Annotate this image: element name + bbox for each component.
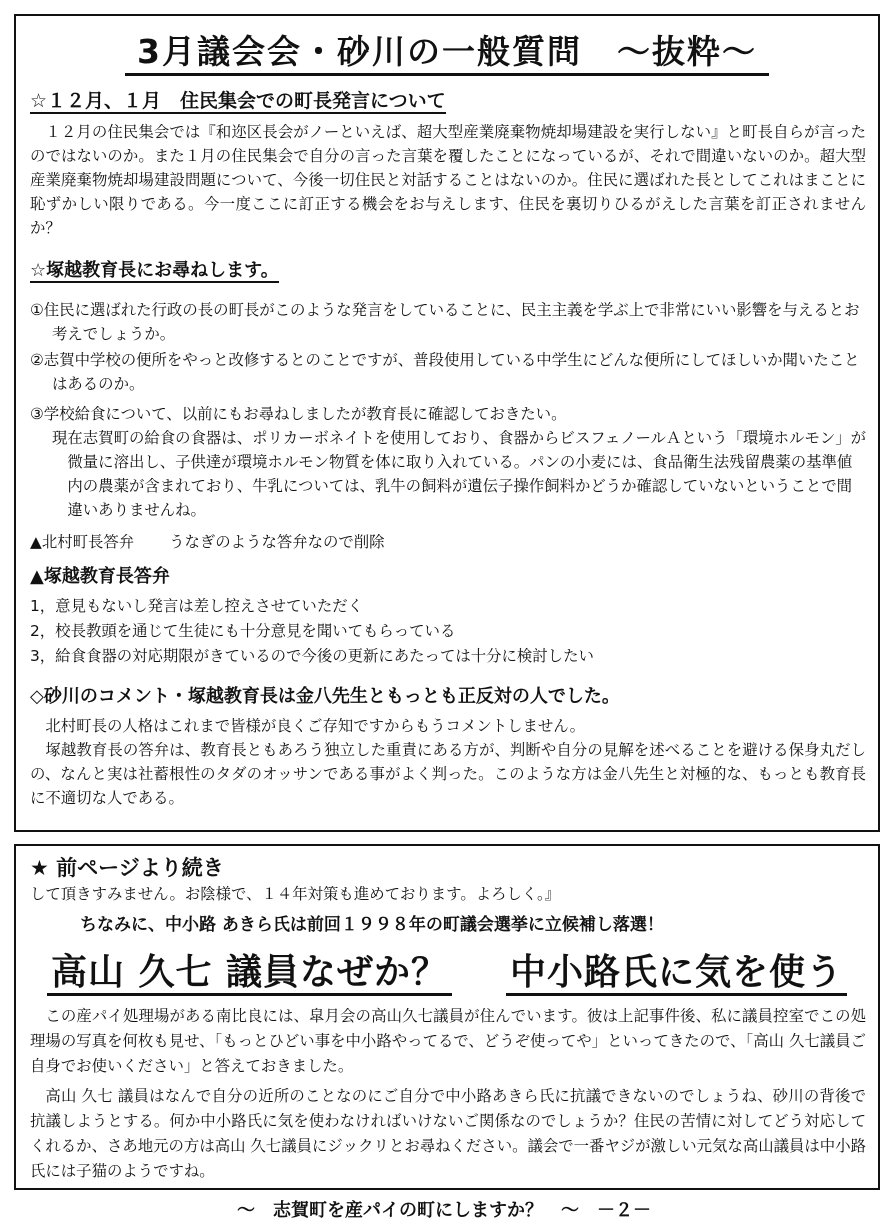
question-item-3: ③学校給食について、以前にもお尋ねしましたが教育長に確認しておきたい。: [30, 405, 567, 423]
question-item-2: ②志賀中学校の便所をやっと改修するとのことですが、普段使用している中学生にどんな便所にしてほしいか聞いたことはあるのか。: [30, 351, 860, 393]
q1-body: １２月の住民集会では『和迩区長会がノーといえば、超大型産業廃棄物焼却場建設を実行しない』と町長自らが言ったのではないのか。また１月の住民集会で自分の言った言葉を覆したことになっているが、それで間違いないのか。超大型産業廃棄物焼却場建設問題について、今後一切住民と対話することはないのか。住民に選ばれた長としてこれはまことに恥ずかしい限りである。今一度ここに訂正する機会をお与えします、住民を裏切りひるがえした言葉を訂正されませんか？: [30, 123, 866, 237]
q1-heading: ☆１２月、１月 住民集会での町長発言について: [30, 90, 446, 112]
continuation-heading: ★ 前ページより続き: [30, 856, 224, 880]
mayor-answer-label: ▲北村町長答弁: [30, 533, 135, 551]
comment-paragraph-1: 北村町長の人格はこれまで皆様が良くご存知ですからもうコメントしません。: [45, 717, 585, 735]
edu-answer-3: 3，給食食器の対応期限がきているので今後の更新にあたっては十分に検討したい: [30, 647, 594, 665]
section-2-paragraph-2: 高山 久七 議員はなんで自分の近所のことなのにご自分で中小路あきら氏に抗議できないのでしょうね、砂川の背後で抗議しようとする。何か中小路氏に気を使わなければいけないご関係なのでしょうか？住民の苦情に対してどう対応してくれるか、さあ地元の方は高山 久七議員にジックリとお尋ねください。議会で一番ヤジが激しい元気な高山議員は中小路氏には子猫のようですね。: [30, 1087, 866, 1180]
page-footer: ～ 志賀町を産パイの町にしますか？ ～ －２－: [237, 1200, 651, 1221]
mayor-answer: [30, 530, 866, 554]
big-headline-part-2: 中小路氏に気を使う: [506, 952, 847, 996]
edu-answer-list: [30, 594, 866, 669]
comment-heading: ◇砂川のコメント・塚越教育長は金八先生ともっとも正反対の人でした。: [30, 686, 620, 707]
edu-answer-2: 2，校長教頭を通じて生徒にも十分意見を聞いてもらっている: [30, 622, 456, 640]
election-note: ちなみに、中小路 あきら氏は前回１９９８年の町議会選挙に立候補し落選！: [80, 915, 664, 935]
section-1-title: 3月議会会・砂川の一般質問 ～抜粋～: [16, 26, 878, 73]
continuation-line: して頂きすみません。お陰様で、１４年対策も進めております。よろしく。』: [30, 885, 561, 903]
question-item-1: ①住民に選ばれた行政の長の町長がこのような発言をしていることに、民主主義を学ぶ上で非常にいい影響を与えるとお考えでしょうか。: [30, 301, 860, 343]
question-item-3-detail: 現在志賀町の給食の食器は、ポリカーボネイトを使用しており、食器からビスフェノールＡという「環境ホルモン」が微量に溶出し、子供達が環境ホルモン物質を体に取り入れている。パンの小麦には、食品衛生法残留農薬の基準値内の農薬が含まれており、牛乳については、乳牛の飼料が遺伝子操作飼料かどうか確認していないということで間違いありませんね。: [52, 429, 867, 519]
section-2-box: [14, 844, 880, 1190]
edu-answer-heading: ▲塚越教育長答弁: [30, 566, 170, 587]
section-1-box: [14, 14, 880, 832]
big-headline-part-1: 高山 久七 議員なぜか？: [47, 952, 452, 996]
edu-answer-1: 1，意見もないし発言は差し控えさせていただく: [30, 597, 363, 615]
comment-paragraph-2: 塚越教育長の答弁は、教育長ともあろう独立した重責にある方が、判断や自分の見解を述べることを避ける保身丸だしの、なんと実は社蓄根性のタダのオッサンである事がよく判った。このような方は金八先生と対極的な、もっとも教育長に不適切な人である。: [30, 741, 866, 807]
big-headline: [16, 944, 878, 995]
section-2-paragraph-1: この産パイ処理場がある南比良には、皐月会の高山久七議員が住んでいます。彼は上記事件後、私に議員控室でこの処理場の写真を何枚も見せ、「もっとひどい事を中小路やってるで、どうぞ使ってや」といってきたので、「高山 久七議員ご自身でお使いください」と答えておきました。: [30, 1007, 866, 1075]
mayor-answer-text: うなぎのような答弁なので削除: [169, 533, 385, 551]
q2-heading: ☆塚越教育長にお尋ねします。: [30, 260, 279, 281]
